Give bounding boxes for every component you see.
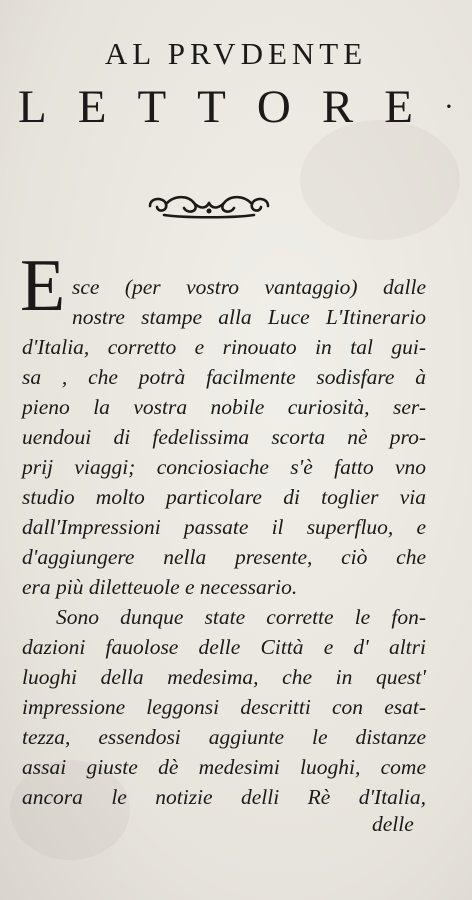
text-line: sa , che potrà facilmente sodisfare à — [22, 365, 426, 389]
heading-line-2 — [18, 80, 454, 134]
text-line: studio molto particolare di toglier via — [22, 485, 426, 509]
heading-letter: T — [137, 81, 167, 133]
text-line: dazioni fauolose delle Città e d' altri — [22, 635, 426, 659]
catchword: delle — [372, 812, 414, 836]
text-line: prij viaggi; conciosiache s'è fatto vno — [22, 455, 426, 479]
text-line: d'aggiungere nella presente, ciò che — [22, 545, 426, 569]
text-line: impressione leggonsi descritti con esat- — [22, 695, 426, 719]
text-line: ancora le notizie delli Rè d'Italia, — [22, 785, 426, 809]
heading-letter: O — [256, 81, 291, 133]
heading-letter: T — [197, 81, 226, 133]
heading-letter: L — [18, 81, 47, 133]
fleuron-ornament-icon — [144, 191, 274, 221]
heading-line-1: AL PRVDENTE — [104, 36, 368, 71]
text-line: Sono dunque state corrette le fon- — [56, 605, 426, 629]
text-line: era più diletteuole e necessario. — [22, 575, 298, 599]
body-text — [22, 272, 426, 812]
text-line: tezza, essendosi aggiunte le distanze — [22, 725, 426, 749]
text-line: nostre stampe alla Luce L'Itinerario — [72, 305, 426, 329]
paper-stain — [300, 120, 460, 240]
text-line: dall'Impressioni passate il superfluo, e — [22, 515, 426, 539]
text-line: sce (per vostro vantaggio) dalle — [72, 275, 426, 299]
heading-letter: E — [77, 81, 107, 133]
heading-letter: E — [384, 81, 413, 133]
heading-letter: · — [443, 90, 454, 123]
text-line: assai giuste dè medesimi luoghi, come — [22, 755, 426, 779]
text-line: pieno la vostra nobile curiosità, ser- — [22, 395, 426, 419]
text-line: luoghi della medesima, che in quest' — [22, 665, 426, 689]
text-line: d'Italia, corretto e rinouato in tal gui- — [22, 335, 426, 359]
drop-capital: E — [20, 245, 66, 327]
heading-letter: R — [321, 81, 354, 133]
text-line: uendoui di fedelissima scorta nè pro- — [22, 425, 426, 449]
